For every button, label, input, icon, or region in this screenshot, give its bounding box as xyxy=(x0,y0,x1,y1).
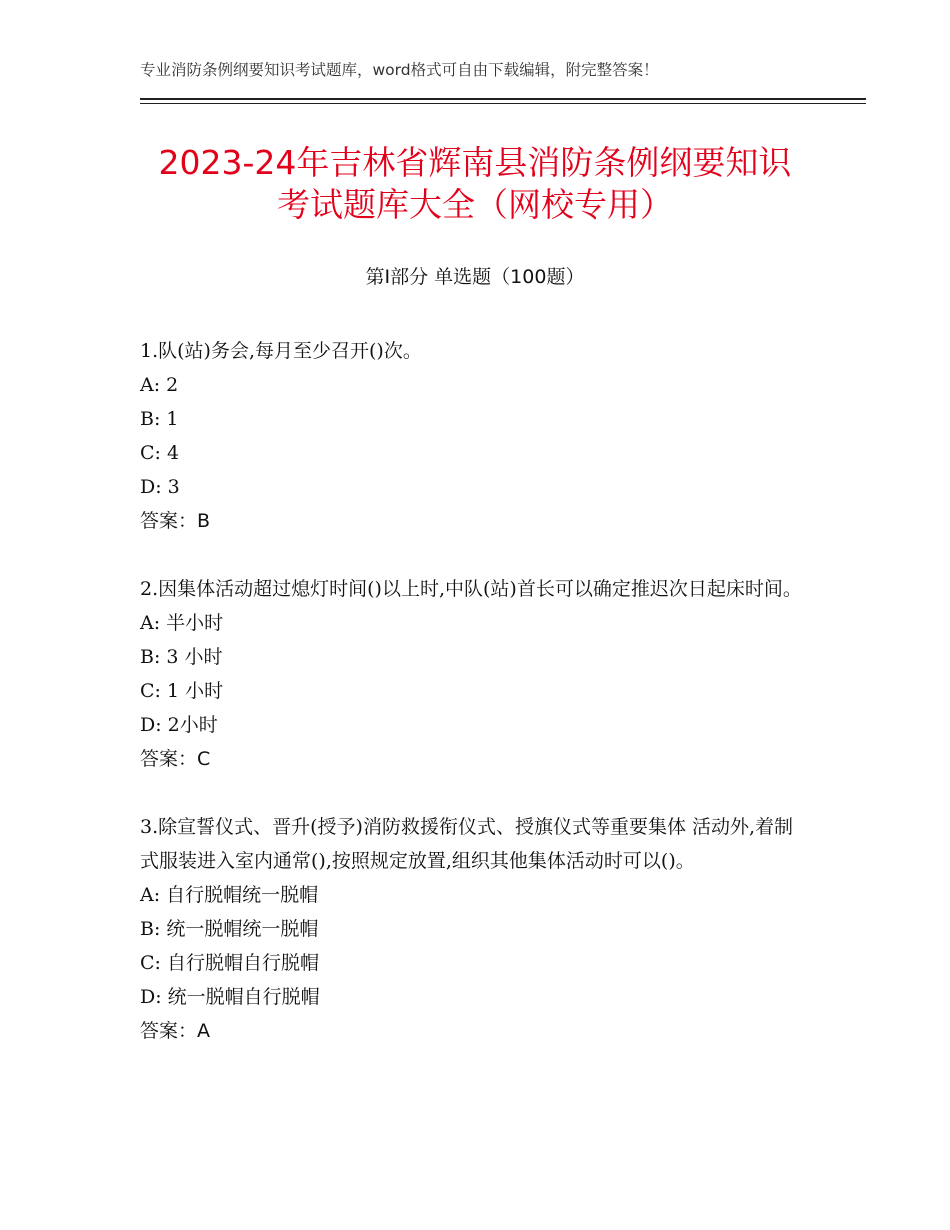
option-c: C: 自行脱帽自行脱帽 xyxy=(140,952,319,974)
title-line-2: 考试题库大全（网校专用） xyxy=(277,185,673,224)
option-c: C: 4 xyxy=(140,442,180,464)
page-header: 专业消防条例纲要知识考试题库，word格式可自由下载编辑，附完整答案！ xyxy=(140,61,659,79)
option-d: D: 2小时 xyxy=(140,714,218,736)
option-b: B: 1 xyxy=(140,408,179,430)
option-c: C: 1 小时 xyxy=(140,680,224,702)
section-title: 第Ⅰ部分 单选题（100题） xyxy=(365,266,585,288)
question-2 xyxy=(140,572,810,776)
question-list xyxy=(140,334,810,1082)
answer: 答案：B xyxy=(140,510,211,532)
answer: 答案：A xyxy=(140,1020,210,1042)
header-rule-thick xyxy=(140,98,866,100)
header-rule-thin xyxy=(140,103,866,104)
question-stem: 3.除宣誓仪式、晋升(授予)消防救援衔仪式、授旗仪式等重要集体 活动外,着制式服装进入室内通常(),按照规定放置,组织其他集体活动时可以()。 xyxy=(140,816,794,872)
question-stem: 2.因集体活动超过熄灯时间()以上时,中队(站)首长可以确定推迟次日起床时间。 xyxy=(140,578,802,600)
answer: 答案：C xyxy=(140,748,211,770)
question-3 xyxy=(140,810,810,1048)
question-stem: 1.队(站)务会,每月至少召开()次。 xyxy=(140,340,422,362)
option-b: B: 统一脱帽统一脱帽 xyxy=(140,918,319,940)
option-a: A: 自行脱帽统一脱帽 xyxy=(140,884,319,906)
title-line-1: 2023-24年吉林省辉南县消防条例纲要知识 xyxy=(158,143,792,182)
option-a: A: 2 xyxy=(140,374,179,396)
document-title xyxy=(80,142,870,226)
option-b: B: 3 小时 xyxy=(140,646,223,668)
option-a: A: 半小时 xyxy=(140,612,224,634)
option-d: D: 3 xyxy=(140,476,180,498)
option-d: D: 统一脱帽自行脱帽 xyxy=(140,986,320,1008)
question-1 xyxy=(140,334,810,538)
